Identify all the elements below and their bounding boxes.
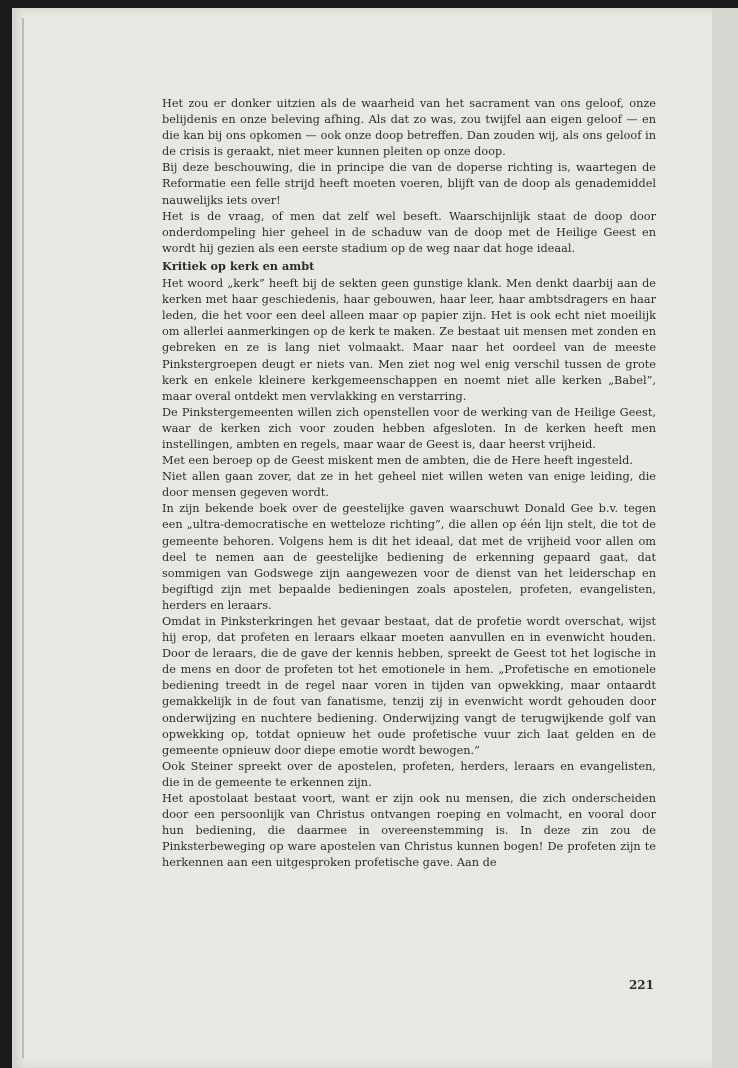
paragraph: Bij deze beschouwing, die in principe die van de doperse richting is, waartegen de Reformatie een felle strijd heeft moeten voeren, blijft van de doop als genademiddel nauwelijks iets over! [162,161,656,207]
binding-line [22,18,24,1058]
page-edge [712,8,738,1068]
body-text [162,96,656,872]
paragraph: Het zou er donker uitzien als de waarheid van het sacrament van ons geloof, onze belijdenis en onze beleving afhing. Als dat zo was, zou twijfel aan eigen geloof — en die kan bij ons opkomen — ook onze doop betreffen. Dan zouden wij, als ons geloof in de crisis is geraakt, niet meer kunnen pleiten op onze doop. [162,97,656,159]
paragraph: De Pinkstergemeenten willen zich openstellen voor de werking van de Heilige Geest, waar de kerken zich voor zouden hebben afgesloten. In de kerken heeft men instellingen, ambten en regels, maar waar de Geest is, daar heerst vrijheid. [162,405,656,451]
paragraph: Met een beroep op de Geest miskent men de ambten, die de Here heeft ingesteld. [162,454,633,468]
paragraph: Het apostolaat bestaat voort, want er zijn ook nu mensen, die zich onderscheiden door een persoonlijk van Christus ontvangen roeping en volmacht, en vooral door hun bediening, die daarmee in overeenstemming is. In deze zin zou de Pinksterbeweging op ware apostelen van Christus kunnen bogen! De profeten zijn te herkennen aan een uitgesproken profetische gave. Aan de [162,792,656,870]
page-number: 221 [628,978,654,992]
paragraph: Het is de vraag, of men dat zelf wel beseft. Waarschijnlijk staat de doop door onderdompeling hier geheel in de schaduw van de doop met de Heilige Geest en wordt hij gezien als een eerste stadium op de weg naar dat hoge ideaal. [162,209,656,255]
paragraph: In zijn bekende boek over de geestelijke gaven waarschuwt Donald Gee b.v. tegen een „ultra-democratische en wetteloze richting”, die allen op één lijn stelt, die tot de gemeente behoren. Volgens hem is dit het ideaal, dat met de vrijheid voor allen om deel te nemen aan de geestelijke bediening de erkenning gepaard gaat, dat sommigen van Godswege zijn aangewezen voor de dienst van het leiderschap en begiftigd zijn met bepaalde bedieningen zoals apostelen, profeten, evangelisten, herders en leraars. [162,502,656,612]
paragraph: Het woord „kerk” heeft bij de sekten geen gunstige klank. Men denkt daarbij aan de kerken met haar geschiedenis, haar gebouwen, haar leer, haar ambtsdragers en haar leden, die het voor een deel alleen maar op papier zijn. Het is ook echt niet moeilijk om allerlei aanmerkingen op de kerk te maken. Ze bestaat uit mensen met zonden en gebreken en ze is lang niet volmaakt. Maar naar het oordeel van de meeste Pinkstergroepen deugt er niets van. Men ziet nog wel enig verschil tussen de grote kerk en enkele kleinere kerkgemeenschappen en noemt niet alle kerken „Babel”, maar overal ontdekt men vervlakking en verstarring. [162,277,656,403]
paragraph: Ook Steiner spreekt over de apostelen, profeten, herders, leraars en evangelisten, die in de gemeente te erkennen zijn. [162,759,656,789]
section-heading: Kritiek op kerk en ambt [162,258,315,273]
paragraph: Niet allen gaan zover, dat ze in het geheel niet willen weten van enige leiding, die door mensen gegeven wordt. [162,470,656,500]
paragraph: Omdat in Pinksterkringen het gevaar bestaat, dat de profetie wordt overschat, wijst hij erop, dat profeten en leraars elkaar moeten aanvullen en in evenwicht houden. Door de leraars, die de gave der kennis hebben, spreekt de Geest tot het logische in de mens en door de profeten tot het emotionele in hem. „Profetische en emotionele bediening treedt in de regel naar voren in tijden van opwekking, maar ontaardt gemakkelijk in de fout van fanatisme, tenzij zij in evenwicht wordt gehouden door onderwijzing en nuchtere bediening. Onderwijzing vangt de terugwijkende golf van opwekking op, totdat opnieuw het oude profetische vuur zich laat gelden en de gemeente opnieuw door diepe emotie wordt bewogen.” [162,615,656,757]
